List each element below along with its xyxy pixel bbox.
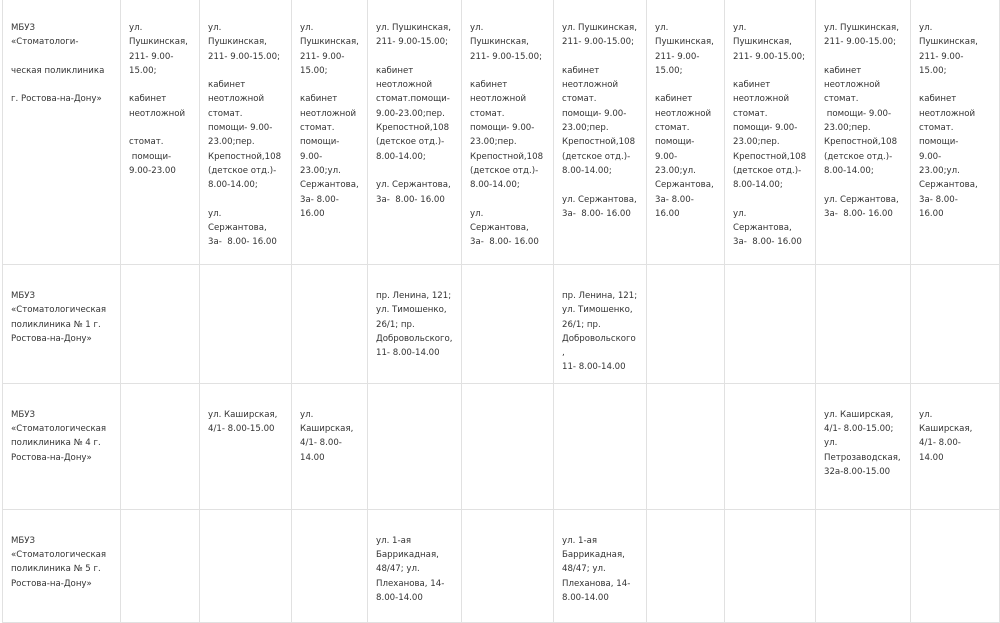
table-row — [3, 509, 1000, 622]
schedule-cell: ул. Каширская, 4/1- 8.00-15.00; ул. Петрозаводская, 32а-8.00-15.00 — [816, 383, 911, 509]
clinic-name-cell: МБУЗ «Стоматологическая поликлиника № 4 г. Ростова-на-Дону» — [3, 383, 121, 509]
schedule-cell: ул. Каширская, 4/1- 8.00-15.00 — [200, 383, 292, 509]
schedule-cell — [121, 383, 200, 509]
schedule-cell — [462, 265, 554, 384]
schedule-cell: ул. Пушкинская, 211- 9.00- 15.00; кабинет неотложной стомат. помощи- 9.00-23.00 — [121, 0, 200, 265]
schedule-cell: ул. Пушкинская, 211- 9.00-15.00; кабинет неотложной стомат. помощи- 9.00- 23.00;пер. Крепостной,108 (детское отд.)- 8.00-14.00; ул. Сержантова, 3а- 8.00- 16.00 — [554, 0, 647, 265]
schedule-cell — [725, 383, 816, 509]
schedule-cell — [647, 265, 725, 384]
schedule-cell: ул. 1-ая Баррикадная, 48/47; ул. Плеханова, 14- 8.00-14.00 — [554, 509, 647, 622]
schedule-cell — [200, 509, 292, 622]
clinic-name-cell: МБУЗ «Стоматологическая поликлиника № 5 г. Ростова-на-Дону» — [3, 509, 121, 622]
schedule-cell: ул. Пушкинская, 211- 9.00- 15.00; кабинет неотложной стомат. помощи- 9.00- 23.00;ул. Сержантова, 3а- 8.00- 16.00 — [911, 0, 1000, 265]
schedule-cell — [121, 265, 200, 384]
schedule-cell: ул. Пушкинская, 211- 9.00-15.00; кабинет неотложной стомат. помощи- 9.00- 23.00;пер. Крепостной,108 (детское отд.)- 8.00-14.00; ул. Сержантова, 3а- 8.00- 16.00 — [816, 0, 911, 265]
schedule-cell — [462, 383, 554, 509]
schedule-cell — [462, 509, 554, 622]
schedule-cell — [554, 383, 647, 509]
schedule-cell — [368, 383, 462, 509]
schedule-cell: ул. Пушкинская, 211- 9.00-15.00; кабинет неотложной стомат.помощи- 9.00-23.00;пер. Крепостной,108 (детское отд.)- 8.00-14.00; ул. Сержантова, 3а- 8.00- 16.00 — [368, 0, 462, 265]
schedule-cell: ул. Каширская, 4/1- 8.00- 14.00 — [292, 383, 368, 509]
schedule-cell — [816, 265, 911, 384]
schedule-cell: пр. Ленина, 121; ул. Тимошенко, 26/1; пр. Добровольского, 11- 8.00-14.00 — [368, 265, 462, 384]
schedule-cell — [200, 265, 292, 384]
schedule-cell — [816, 509, 911, 622]
schedule-cell: ул. Каширская, 4/1- 8.00- 14.00 — [911, 383, 1000, 509]
table-body — [3, 0, 1000, 622]
schedule-cell — [292, 509, 368, 622]
schedule-table — [2, 0, 1000, 623]
schedule-cell — [911, 509, 1000, 622]
table-row — [3, 0, 1000, 265]
schedule-cell — [911, 265, 1000, 384]
schedule-cell: ул. Пушкинская, 211- 9.00-15.00; кабинет неотложной стомат. помощи- 9.00- 23.00;пер. Крепостной,108 (детское отд.)- 8.00-14.00; ул. Сержантова, 3а- 8.00- 16.00 — [200, 0, 292, 265]
table-row — [3, 265, 1000, 384]
schedule-cell — [647, 383, 725, 509]
schedule-cell: ул. Пушкинская, 211- 9.00- 15.00; кабинет неотложной стомат. помощи- 9.00- 23.00;ул. Сержантова, 3а- 8.00- 16.00 — [647, 0, 725, 265]
schedule-cell: ул. Пушкинская, 211- 9.00- 15.00; кабинет неотложной стомат. помощи- 9.00- 23.00;ул. Сержантова, 3а- 8.00- 16.00 — [292, 0, 368, 265]
schedule-cell: пр. Ленина, 121; ул. Тимошенко, 26/1; пр. Добровольского, 11- 8.00-14.00 — [554, 265, 647, 384]
table-row — [3, 383, 1000, 509]
schedule-cell — [647, 509, 725, 622]
schedule-cell: ул. Пушкинская, 211- 9.00-15.00; кабинет неотложной стомат. помощи- 9.00- 23.00;пер. Крепостной,108 (детское отд.)- 8.00-14.00; ул. Сержантова, 3а- 8.00- 16.00 — [725, 0, 816, 265]
schedule-cell — [725, 265, 816, 384]
clinic-name-cell: МБУЗ «Стоматологическая поликлиника № 1 г. Ростова-на-Дону» — [3, 265, 121, 384]
schedule-cell — [725, 509, 816, 622]
schedule-cell: ул. Пушкинская, 211- 9.00-15.00; кабинет неотложной стомат. помощи- 9.00- 23.00;пер. Крепостной,108 (детское отд.)- 8.00-14.00; ул. Сержантова, 3а- 8.00- 16.00 — [462, 0, 554, 265]
schedule-cell — [121, 509, 200, 622]
clinic-name-cell: МБУЗ «Стоматологи- ческая поликлиника г. Ростова-на-Дону» — [3, 0, 121, 265]
schedule-cell — [292, 265, 368, 384]
schedule-cell: ул. 1-ая Баррикадная, 48/47; ул. Плеханова, 14- 8.00-14.00 — [368, 509, 462, 622]
